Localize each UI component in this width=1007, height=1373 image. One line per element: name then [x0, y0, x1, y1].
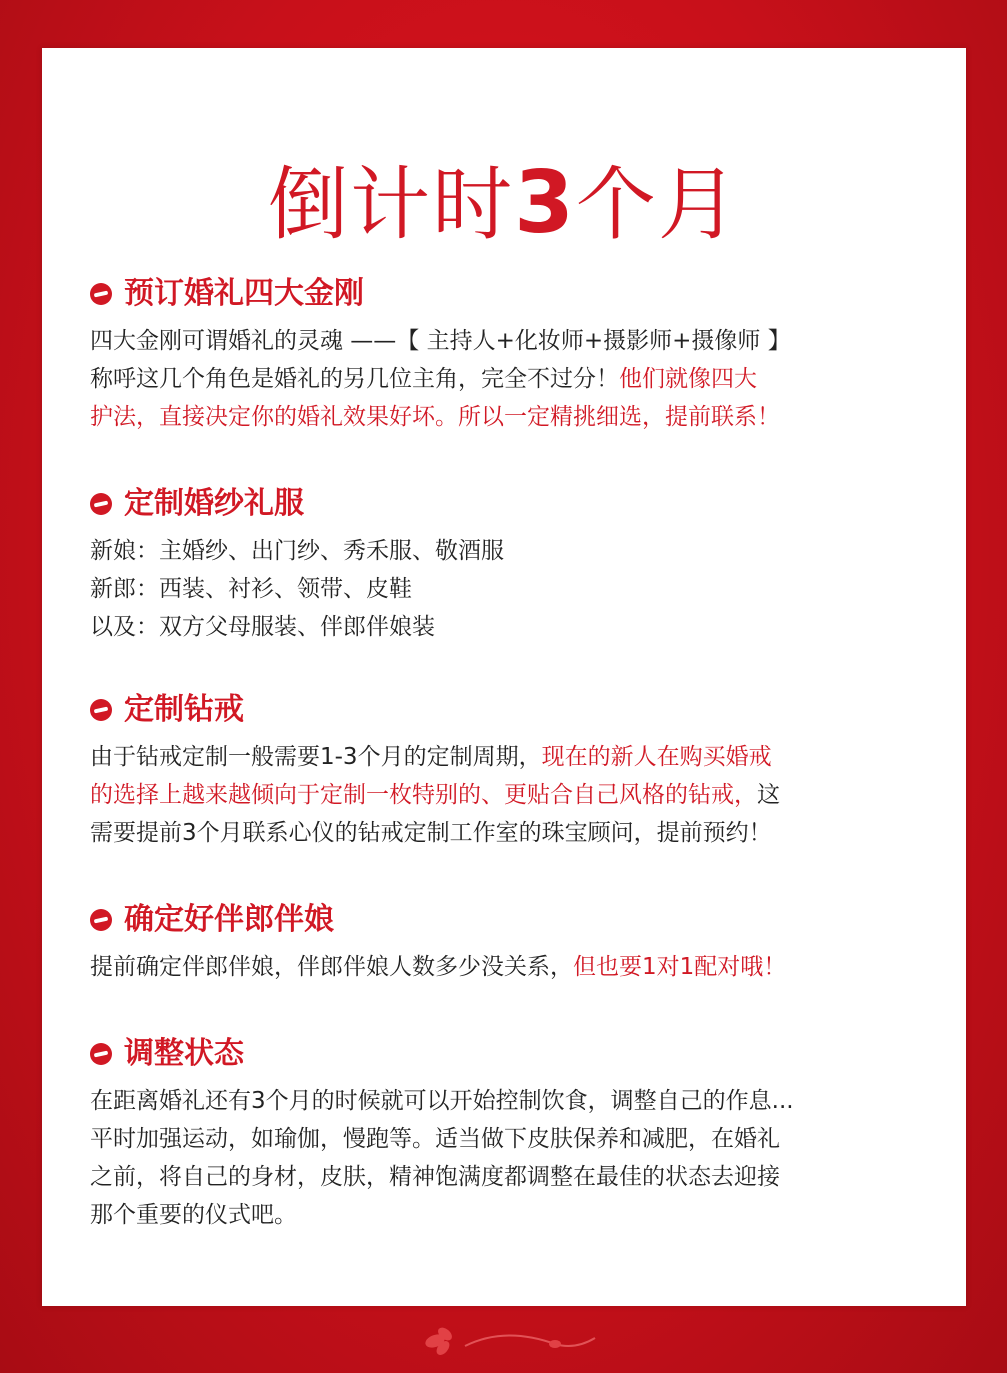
body-text: 四大金刚可谓婚礼的灵魂 ——【 主持人+化妆师+摄影师+摄像师 】	[90, 328, 791, 354]
section-header	[90, 1032, 930, 1076]
body-text: 由于钻戒定制一般需要1-3个月的定制周期，	[90, 744, 542, 770]
body-line	[90, 776, 930, 814]
content-card	[42, 48, 966, 1306]
section-body	[90, 948, 930, 986]
body-line	[90, 532, 930, 570]
body-text: 新娘：主婚纱、出门纱、秀禾服、敬酒服	[90, 538, 504, 564]
section-body	[90, 1082, 930, 1234]
body-text: 称呼这几个角色是婚礼的另几位主角，完全不过分！	[90, 366, 619, 392]
body-text: 以及：双方父母服装、伴郎伴娘装	[90, 614, 435, 640]
section-heading: 定制婚纱礼服	[124, 486, 304, 521]
body-line	[90, 570, 930, 608]
section-heading: 定制钻戒	[124, 692, 244, 727]
section-body	[90, 322, 930, 436]
section-header	[90, 482, 930, 526]
section-body	[90, 738, 930, 852]
section-heading: 确定好伴郎伴娘	[124, 902, 334, 937]
body-line	[90, 360, 930, 398]
page-title	[42, 153, 966, 253]
body-text: 之前，将自己的身材，皮肤，精神饱满度都调整在最佳的状态去迎接	[90, 1164, 780, 1190]
body-text: 新郎：西装、衬衫、领带、皮鞋	[90, 576, 412, 602]
body-line	[90, 1120, 930, 1158]
bullet-icon	[90, 699, 112, 721]
section-heading: 预订婚礼四大金刚	[124, 276, 364, 311]
section-heading: 调整状态	[124, 1036, 244, 1071]
section-wedding-attire	[90, 482, 930, 646]
section-header	[90, 272, 930, 316]
highlight-text: 现在的新人在购买婚戒	[541, 744, 772, 770]
section-header	[90, 898, 930, 942]
body-text: 平时加强运动，如瑜伽，慢跑等。适当做下皮肤保养和减肥，在婚礼	[90, 1126, 780, 1152]
body-line	[90, 322, 930, 360]
bullet-icon	[90, 909, 112, 931]
title-suffix: 个月	[575, 158, 740, 251]
body-text: 这	[757, 782, 780, 808]
body-text: 在距离婚礼还有3个月的时候就可以开始控制饮食，调整自己的作息...	[90, 1088, 794, 1114]
body-line	[90, 398, 930, 436]
body-line	[90, 814, 930, 852]
section-groomsmen-bridesmaids	[90, 898, 930, 986]
highlight-text: 的选择上越来越倾向于定制一枚特别的、更贴合自己风格的钻戒，	[90, 782, 757, 808]
title-number: 3	[514, 153, 576, 253]
bullet-icon	[90, 1043, 112, 1065]
bullet-icon	[90, 493, 112, 515]
title-prefix: 倒计时	[268, 158, 515, 251]
section-custom-ring	[90, 688, 930, 852]
bullet-icon	[90, 283, 112, 305]
highlight-text: 他们就像四大	[619, 366, 757, 392]
section-book-vendors	[90, 272, 930, 436]
body-text: 需要提前3个月联系心仪的钻戒定制工作室的珠宝顾问，提前预约！	[90, 820, 772, 846]
highlight-text: 但也要1对1配对哦！	[573, 954, 787, 980]
body-line	[90, 608, 930, 646]
flower-decoration-icon	[405, 1316, 605, 1366]
section-body	[90, 532, 930, 646]
body-text: 那个重要的仪式吧。	[90, 1202, 297, 1228]
body-line	[90, 738, 930, 776]
body-line	[90, 1082, 930, 1120]
highlight-text: 护法，直接决定你的婚礼效果好坏。所以一定精挑细选，提前联系！	[90, 404, 780, 430]
body-line	[90, 1158, 930, 1196]
body-text: 提前确定伴郎伴娘，伴郎伴娘人数多少没关系，	[90, 954, 573, 980]
section-adjust-state	[90, 1032, 930, 1234]
section-header	[90, 688, 930, 732]
body-line	[90, 1196, 930, 1234]
body-line	[90, 948, 930, 986]
